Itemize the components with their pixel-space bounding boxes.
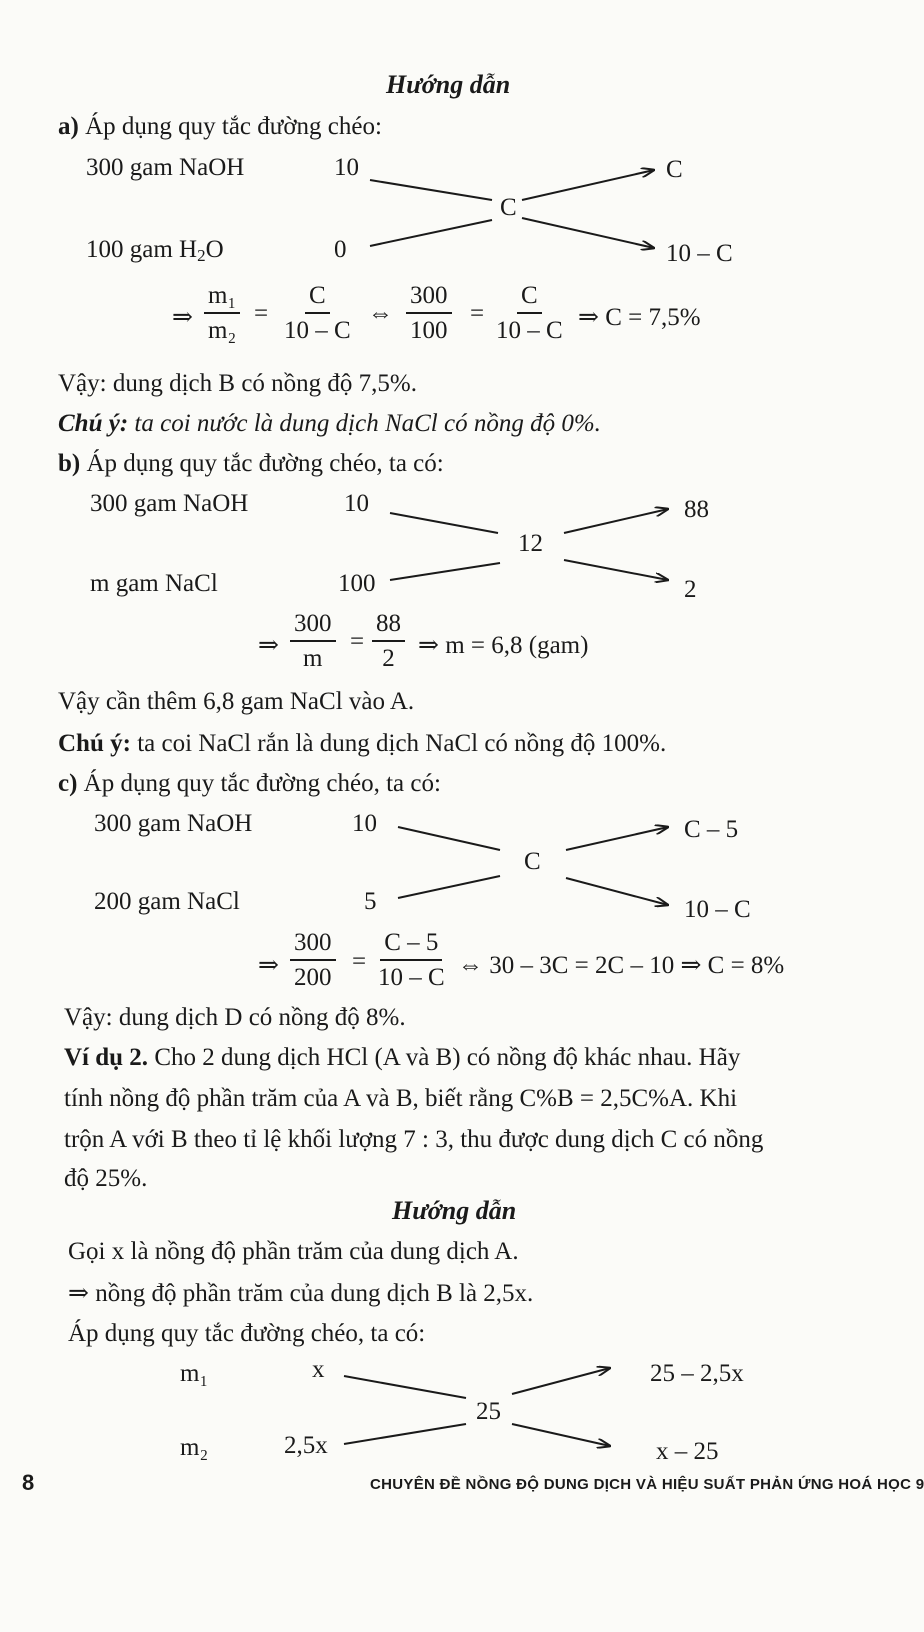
part-a-title-text: Áp dụng quy tắc đường chéo:: [85, 113, 382, 140]
part-b-line-in-bottom: [390, 563, 500, 580]
part-a-row2-value: 0: [334, 236, 347, 263]
ex2-arrow-bottom: [512, 1424, 610, 1446]
part-a-note-label: Chú ý:: [58, 410, 129, 437]
example2-line2: tính nồng độ phần trăm của A và B, biết rằng C%B = 2,5C%A. Khi: [64, 1085, 738, 1112]
part-c-row1-left: 300 gam NaOH: [94, 810, 253, 837]
part-b-eq-1: =: [350, 628, 365, 655]
part-a-frac-1-num: m₁: [204, 283, 240, 314]
ex2-row1-left: m₁: [180, 1360, 209, 1387]
part-b-label: b): [58, 450, 81, 477]
part-a-center: C: [500, 194, 517, 221]
solution2-line1: Gọi x là nồng độ phần trăm của dung dịch A.: [68, 1238, 519, 1265]
part-a-frac-2-den: 10 – C: [284, 317, 351, 344]
part-a-arrow-bottom: [522, 218, 654, 248]
part-c-title: [58, 770, 441, 798]
part-c-frac-2-num: C – 5: [380, 930, 442, 961]
part-a-row2-left-main: 100 gam H: [86, 236, 198, 263]
part-a-line-in-bottom: [370, 220, 492, 246]
part-c-line-in-bottom: [398, 876, 500, 898]
part-a-eq-2: =: [470, 300, 485, 327]
running-title: CHUYÊN ĐỀ NỒNG ĐỘ DUNG DỊCH VÀ HIỆU SUẤT PHẢN ỨNG HOÁ HỌC 9: [370, 1476, 924, 1493]
example2-line3: trộn A với B theo tỉ lệ khối lượng 7 : 3, thu được dung dịch C có nồng: [64, 1126, 764, 1153]
part-c-row2-value: 5: [364, 888, 377, 915]
part-c-row1-value: 10: [352, 810, 377, 837]
part-a-eq-1: =: [254, 300, 269, 327]
part-b-result: ⇒ m = 6,8 (gam): [418, 632, 589, 659]
part-c-frac-1-num: 300: [290, 930, 336, 961]
part-b-frac-1-den: m: [303, 645, 323, 672]
part-b-title: [58, 450, 444, 478]
part-c-arrow-top: [566, 827, 668, 850]
solution2-line3: Áp dụng quy tắc đường chéo, ta có:: [68, 1320, 426, 1347]
ex2-right-bottom: x – 25: [656, 1438, 719, 1465]
part-a-note-text: ta coi nước là dung dịch NaCl có nồng độ 0%.: [134, 410, 601, 437]
part-b-frac-1: [290, 611, 336, 671]
part-c-frac-2-den: 10 – C: [378, 964, 445, 991]
part-b-center: 12: [518, 530, 543, 557]
heading-huong-dan-1: Hướng dẫn: [386, 70, 511, 99]
part-c-row2-left: 200 gam NaCl: [94, 888, 240, 915]
part-c-line-in-top: [398, 827, 500, 850]
ex2-row1-value: x: [312, 1356, 325, 1383]
part-b-right-top: 88: [684, 496, 709, 523]
part-c-eq-1: =: [352, 948, 367, 975]
part-b-conclusion: Vậy cần thêm 6,8 gam NaCl vào A.: [58, 688, 415, 715]
part-c-label: c): [58, 770, 78, 797]
part-b-note-label: Chú ý:: [58, 730, 131, 757]
part-b-row1-value: 10: [344, 490, 369, 517]
part-c-frac-2: [374, 930, 449, 990]
part-a-frac-3: [406, 283, 452, 343]
part-a-row1-value: 10: [334, 154, 359, 181]
part-c-arrow-bottom: [566, 878, 668, 905]
part-b-note: [58, 730, 666, 758]
part-b-eq-implies: ⇒: [258, 632, 279, 659]
ex2-row2-left: m₂: [180, 1434, 209, 1461]
part-b-row2-left: m gam NaCl: [90, 570, 218, 597]
part-c-eq-implies: ⇒: [258, 952, 279, 979]
part-a-result: ⇒ C = 7,5%: [578, 304, 701, 331]
part-b-row1-left: 300 gam NaOH: [90, 490, 249, 517]
part-c-frac-1: [290, 930, 336, 990]
solution2-line2: ⇒ nồng độ phần trăm của dung dịch B là 2,5x.: [68, 1280, 534, 1307]
part-b-frac-2-num: 88: [372, 611, 405, 642]
part-a-frac-3-num: 300: [406, 283, 452, 314]
part-a-arrow-top: [522, 170, 654, 200]
part-a-row2-left-end: O: [205, 236, 224, 263]
part-c-center: C: [524, 848, 541, 875]
example2-line4: độ 25%.: [64, 1165, 148, 1192]
part-c-frac-1-den: 200: [294, 964, 332, 991]
heading-huong-dan-2: Hướng dẫn: [392, 1196, 517, 1225]
part-b-note-text: ta coi NaCl rắn là dung dịch NaCl có nồng độ 100%.: [137, 730, 667, 757]
ex2-right-top: 25 – 2,5x: [650, 1360, 744, 1387]
part-b-frac-2: [372, 611, 405, 671]
example2-line1-text: Cho 2 dung dịch HCl (A và B) có nồng độ khác nhau. Hãy: [154, 1044, 741, 1071]
part-a-frac-2-num: C: [305, 283, 330, 314]
ex2-row2-value: 2,5x: [284, 1432, 328, 1459]
part-a-equiv: ⇔: [368, 300, 393, 327]
part-a-right-top: C: [666, 156, 683, 183]
part-a-note: [58, 410, 601, 438]
part-b-right-bottom: 2: [684, 576, 697, 603]
ex2-arrow-top: [512, 1368, 610, 1394]
part-a-frac-1: [204, 283, 240, 343]
part-b-row2-value: 100: [338, 570, 376, 597]
part-a-right-bottom: 10 – C: [666, 240, 733, 267]
part-b-frac-2-den: 2: [382, 645, 395, 672]
part-a-row2-left-sub: 2: [197, 246, 206, 265]
part-a-line-in-top: [370, 180, 492, 200]
part-b-line-in-top: [390, 513, 498, 533]
part-b-arrow-bottom: [564, 560, 668, 580]
ex2-line-in-top: [344, 1376, 466, 1398]
part-a-row1-left: 300 gam NaOH: [86, 154, 245, 181]
example2-label: Ví dụ 2.: [64, 1044, 149, 1071]
part-a-label: a): [58, 113, 79, 140]
part-a-frac-2: [280, 283, 355, 343]
part-a-frac-4-den: 10 – C: [496, 317, 563, 344]
ex2-center: 25: [476, 1398, 501, 1425]
part-a-conclusion: Vậy: dung dịch B có nồng độ 7,5%.: [58, 370, 417, 397]
part-a-frac-4: [492, 283, 567, 343]
part-a-frac-4-num: C: [517, 283, 542, 314]
page-number: 8: [22, 1470, 35, 1495]
part-c-conclusion: Vậy: dung dịch D có nồng độ 8%.: [64, 1004, 406, 1031]
part-b-title-text: Áp dụng quy tắc đường chéo, ta có:: [86, 450, 444, 477]
part-a-eq-implies: ⇒: [172, 304, 193, 331]
part-b-frac-1-num: 300: [290, 611, 336, 642]
part-b-arrow-top: [564, 509, 668, 533]
part-c-right-bottom: 10 – C: [684, 896, 751, 923]
part-a-frac-3-den: 100: [410, 317, 448, 344]
part-c-result: ⇔ 30 – 3C = 2C – 10 ⇒ C = 8%: [458, 952, 785, 979]
part-c-right-top: C – 5: [684, 816, 739, 843]
example2-line1: [64, 1044, 740, 1072]
ex2-line-in-bottom: [344, 1424, 466, 1444]
part-a-frac-1-den: m₂: [208, 317, 237, 344]
part-c-title-text: Áp dụng quy tắc đường chéo, ta có:: [83, 770, 441, 797]
